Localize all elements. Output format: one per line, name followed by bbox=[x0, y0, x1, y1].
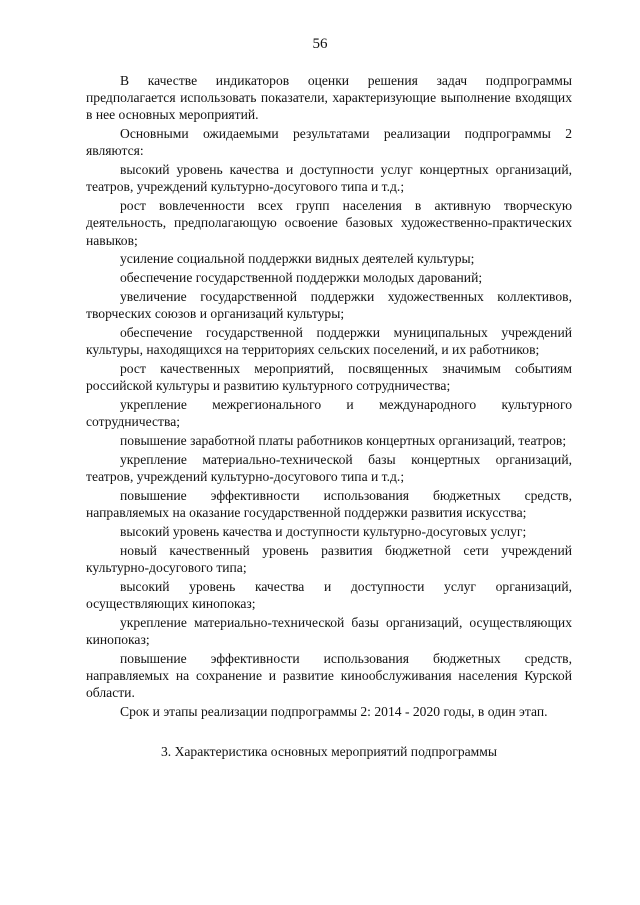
list-item: повышение эффективности использования бюджетных средств, направляемых на сохранение и развитие кинообслуживания населения Курской области. bbox=[86, 650, 572, 700]
list-item: укрепление материально-технической базы организаций, осуществляющих кинопоказ; bbox=[86, 614, 572, 647]
list-item: повышение заработной платы работников концертных организаций, театров; bbox=[120, 433, 567, 448]
list-item: новый качественный уровень развития бюджетной сети учреждений культурно-досугового типа; bbox=[86, 542, 572, 575]
list-item: укрепление межрегионального и международного культурного сотрудничества; bbox=[86, 397, 572, 430]
list-item: усиление социальной поддержки видных деятелей культуры; bbox=[120, 251, 475, 267]
section-spacer bbox=[86, 722, 572, 743]
list-item: укрепление материально-технической базы концертных организаций, театров, учреждений культурно-досугового типа и т.д.; bbox=[86, 451, 572, 484]
section-heading: 3. Характеристика основных мероприятий подпрограммы bbox=[160, 743, 497, 759]
paragraph-timeline: Срок и этапы реализации подпрограммы 2: 2014 - 2020 годы, в один этап. bbox=[120, 703, 548, 719]
document-body bbox=[86, 72, 572, 760]
list-item: рост качественных мероприятий, посвященных значимым событиям российской культуры и развитию культурного сотрудничества; bbox=[86, 361, 572, 394]
list-item: обеспечение государственной поддержки молодых дарований; bbox=[120, 270, 483, 286]
paragraph-expected-results: Основными ожидаемыми результатами реализации подпрограммы 2 являются: bbox=[86, 126, 572, 159]
list-item: высокий уровень качества и доступности услуг концертных организаций, театров, учреждений культурно-досугового типа и т.д.; bbox=[86, 162, 572, 195]
list-item: увеличение государственной поддержки художественных коллективов, творческих союзов и организаций культуры; bbox=[86, 289, 572, 322]
list-item: высокий уровень качества и доступности культурно-досуговых услуг; bbox=[120, 523, 527, 539]
list-item: рост вовлеченности всех групп населения в активную творческую деятельность, предполагающую освоение базовых художественно-практических навыков; bbox=[86, 198, 572, 248]
list-item: высокий уровень качества и доступности услуг организаций, осуществляющих кинопоказ; bbox=[86, 578, 572, 611]
list-item: обеспечение государственной поддержки муниципальных учреждений культуры, находящихся на территориях сельских поселений, и их работников; bbox=[86, 325, 572, 358]
paragraph-indicators: В качестве индикаторов оценки решения задач подпрограммы предполагается использовать показатели, характеризующие выполнение входящих в нее основных мероприятий. bbox=[86, 73, 572, 123]
list-item: повышение эффективности использования бюджетных средств, направляемых на оказание государственной поддержки развития искусства; bbox=[86, 487, 572, 520]
page-number: 56 bbox=[312, 36, 328, 52]
